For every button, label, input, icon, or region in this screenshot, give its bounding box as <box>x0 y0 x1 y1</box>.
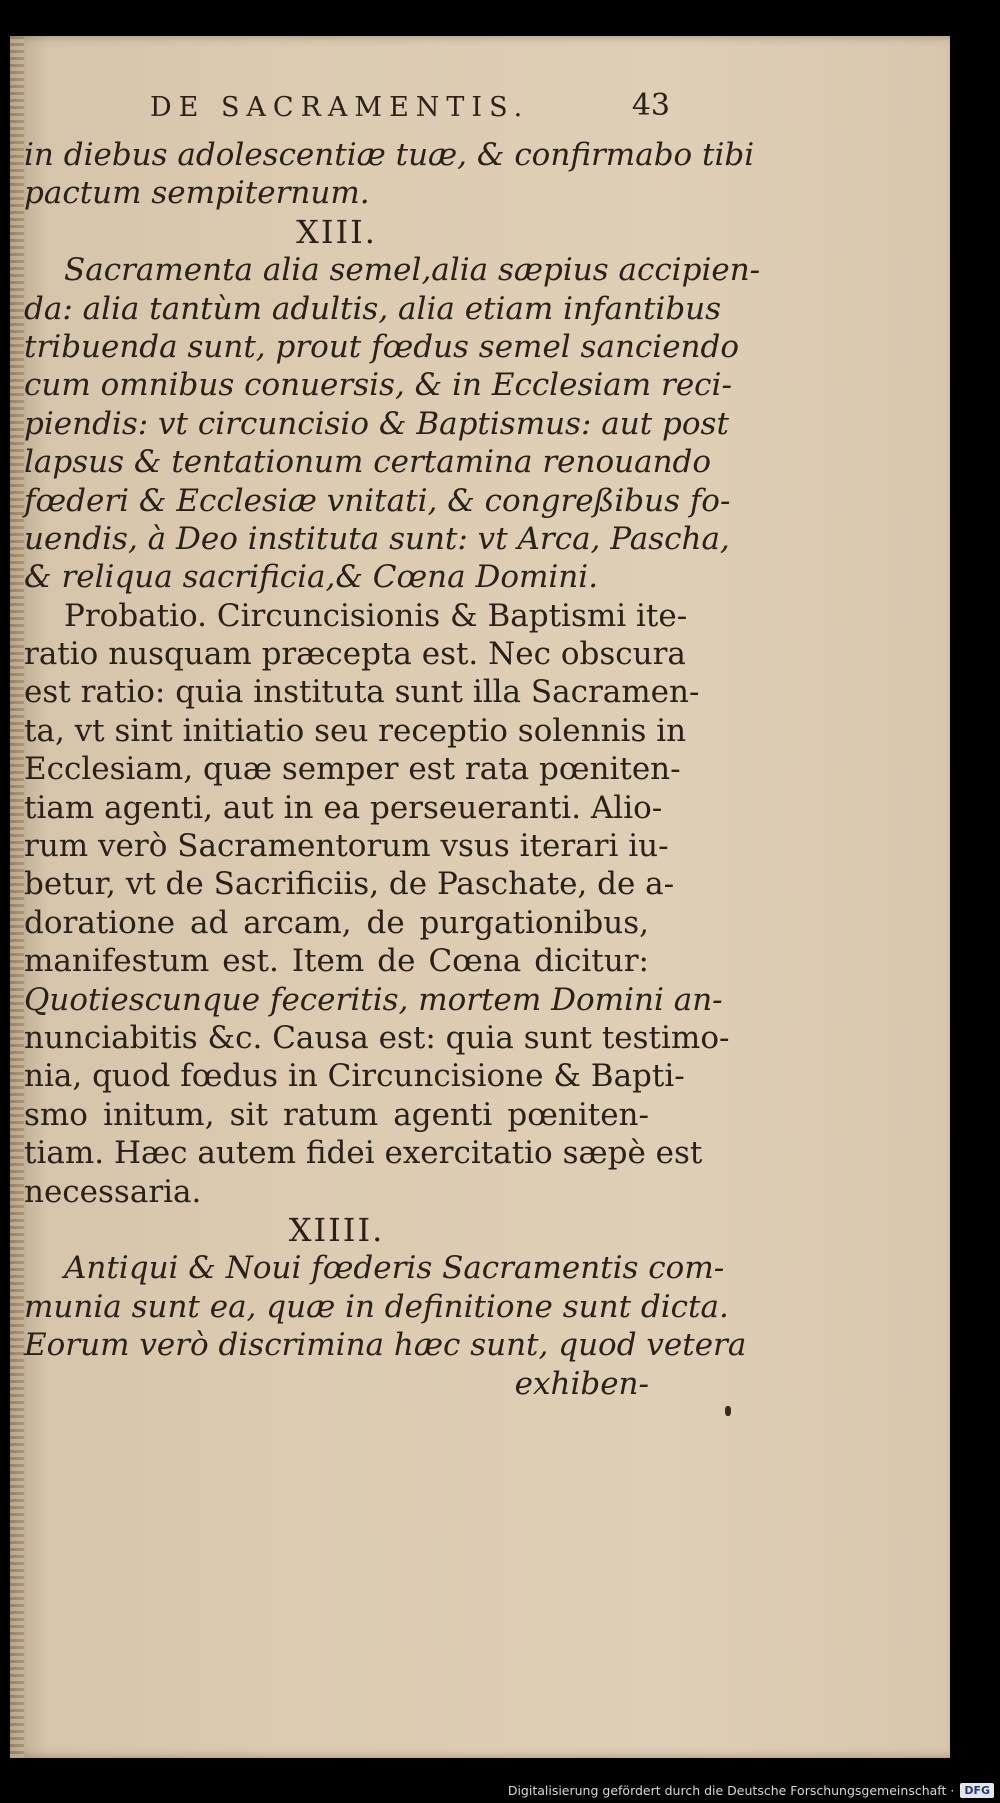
ink-speck <box>725 1406 731 1416</box>
section-heading: XIIII. <box>288 1210 385 1249</box>
text-line: smo initum, sit ratum agenti pœniten- <box>24 1096 649 1133</box>
section-heading: XIII. <box>296 212 377 251</box>
page-header <box>150 88 670 132</box>
text-line: lapsus & tentationum certamina renouando <box>24 444 712 481</box>
text-line: pactum sempiternum. <box>24 175 370 212</box>
text-line: Sacramenta alia semel,alia sæpius accipien- <box>64 252 761 289</box>
text-line: rum verò Sacramentorum vsus iterari iu- <box>24 828 669 865</box>
page-edge <box>10 36 24 1758</box>
text-line: tiam agenti, aut in ea perseueranti. Alio- <box>24 789 663 826</box>
text-line: nia, quod fœdus in Circuncisione & Bapti- <box>24 1058 685 1095</box>
text-line: ta, vt sint initiatio seu receptio solennis in <box>24 712 687 749</box>
text-line: est ratio: quia instituta sunt illa Sacramen- <box>24 674 700 711</box>
text-line: manifestum est. Item de Cœna dicitur: <box>24 943 649 980</box>
dfg-logo: DFG <box>960 1783 994 1798</box>
text-line: tribuenda sunt, prout fœdus semel sanciendo <box>24 328 740 365</box>
text-line: Antiqui & Noui fœderis Sacramentis com- <box>64 1250 725 1287</box>
text-line: piendis: vt circuncisio & Baptismus: aut post <box>24 405 729 442</box>
text-line: munia sunt ea, quæ in definitione sunt dicta. <box>24 1288 729 1325</box>
text-line: doratione ad arcam, de purgationibus, <box>24 904 649 941</box>
credit-text: Digitalisierung gefördert durch die Deutsche Forschungsgemeinschaft · <box>507 1782 955 1798</box>
text-line: ratio nusquam præcepta est. Nec obscura <box>24 636 686 673</box>
text-line: Quotiescunque feceritis, mortem Domini an- <box>24 981 723 1018</box>
text-line: in diebus adolescentiæ tuæ, & confirmabo tibi <box>24 137 755 173</box>
text-line: Ecclesiam, quæ semper est rata pœniten- <box>24 751 681 788</box>
body-text <box>24 136 761 1403</box>
text-line: uendis, à Deo instituta sunt: vt Arca, Pascha, <box>24 520 730 557</box>
text-line: tiam. Hæc autem fidei exercitatio sæpè est <box>24 1135 703 1172</box>
text-line: cum omnibus conuersis, & in Ecclesiam reci- <box>24 367 732 404</box>
text-line: Probatio. Circuncisionis & Baptismi ite- <box>64 597 688 634</box>
text-line: betur, vt de Sacrificiis, de Paschate, de a- <box>24 866 675 903</box>
digitization-credit <box>508 1777 994 1803</box>
book-page <box>10 36 950 1758</box>
text-line: & reliqua sacrificia,& Cœna Domini. <box>24 559 599 596</box>
running-title: DE SACRAMENTIS. <box>150 92 530 123</box>
text-line: Eorum verò discrimina hæc sunt, quod vetera <box>24 1327 747 1364</box>
page-number: 43 <box>631 88 670 123</box>
text-line: fœderi & Ecclesiæ vnitati, & congreßibus fo- <box>24 482 731 519</box>
text-line: nunciabitis &c. Causa est: quia sunt testimo- <box>24 1019 730 1056</box>
text-line: da: alia tantùm adultis, alia etiam infantibus <box>24 290 722 327</box>
text-line: necessaria. <box>24 1173 202 1210</box>
catchword: exhiben- <box>514 1365 649 1402</box>
